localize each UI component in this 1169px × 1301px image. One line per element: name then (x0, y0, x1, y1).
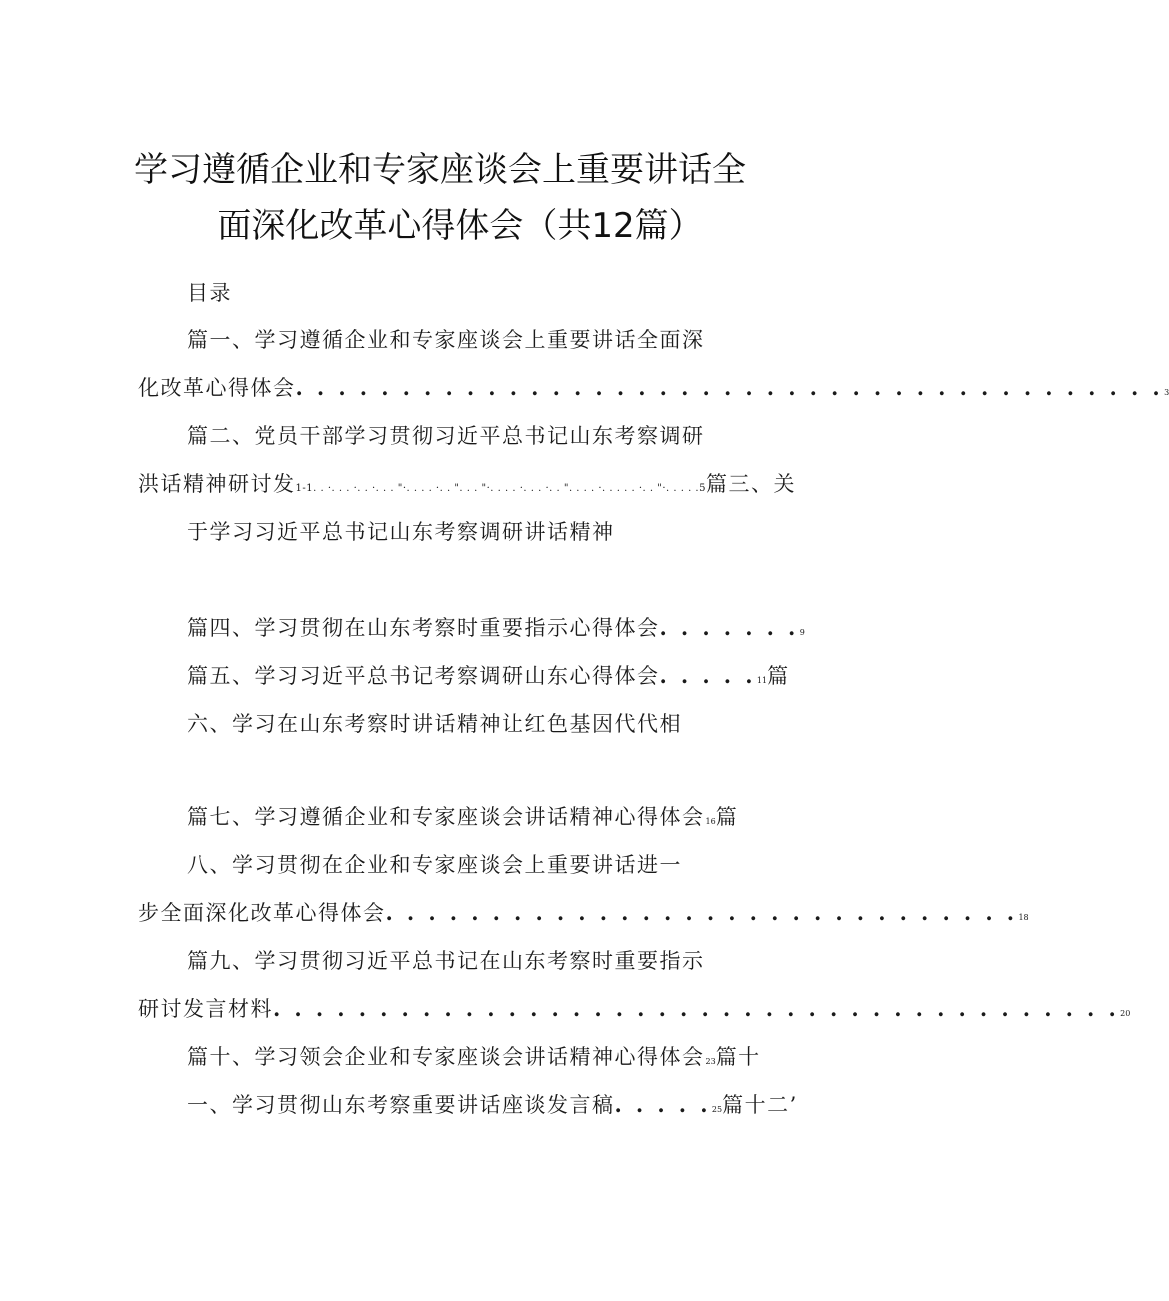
toc-entry-text: 篇九、学习贯彻习近平总书记在山东考察时重要指示 (187, 949, 705, 973)
toc-entry (187, 324, 705, 354)
toc-entry-tail: 篇十二’ (722, 1093, 798, 1117)
toc-entry (187, 945, 705, 975)
toc-entry (138, 993, 1130, 1023)
toc-leader-dots: . . . . . . . . . . . . . . . . . . . . . . . . . . . . . . . . . . . . . . . . . (295, 375, 1164, 400)
document-title-line-2: 面深化改革心得体会（共12篇） (217, 206, 703, 246)
toc-page-number: 25 (711, 1105, 723, 1114)
toc-entry-text: 篇五、学习习近平总书记考察调研山东心得体会 (187, 664, 660, 688)
toc-page-number: 16 (705, 817, 716, 826)
toc-entry (138, 372, 1169, 402)
toc-page-number: 20 (1120, 1009, 1131, 1018)
toc-entry-text: 篇二、党员干部学习贯彻习近平总书记山东考察调研 (187, 424, 705, 448)
toc-entry-tail: 篇 (715, 805, 739, 829)
toc-entry (138, 897, 1029, 927)
toc-entry-text: 研讨发言材料 (138, 997, 273, 1021)
toc-entry (187, 1041, 761, 1071)
toc-entry (187, 801, 738, 831)
toc-page-number: 23 (705, 1057, 716, 1066)
toc-entry-text: 篇十、学习领会企业和专家座谈会讲话精神心得体会 (187, 1045, 705, 1069)
toc-page-number: 18 (1018, 913, 1029, 922)
toc-entry (187, 516, 615, 546)
toc-leader-dots: . . . . . (659, 663, 756, 688)
toc-entry-tail: 篇 (767, 664, 790, 688)
toc-page-number: 11 (756, 676, 768, 685)
toc-entry-text: 篇七、学习遵循企业和专家座谈会讲话精神心得体会 (187, 805, 705, 829)
toc-entry-tail: 篇三、关 (705, 472, 796, 496)
toc-page-number: 3 (1164, 388, 1169, 397)
toc-entry-text: 篇一、学习遵循企业和专家座谈会上重要讲话全面深 (187, 328, 705, 352)
toc-entry (187, 1089, 798, 1119)
toc-entry (187, 612, 805, 642)
toc-leader-dots: . . . . . . . . . . . . . . . . . . . . . . . . . . . . . . . . . . . . . . . . (273, 996, 1120, 1021)
toc-entry-text: 步全面深化改革心得体会 (138, 901, 386, 925)
toc-entry (187, 849, 682, 879)
toc-entry-text: 洪话精神研讨发 (138, 472, 296, 496)
toc-entry-text: 六、学习在山东考察时讲话精神让红色基因代代相 (187, 712, 682, 736)
toc-entry-text: 篇四、学习贯彻在山东考察时重要指示心得体会 (187, 616, 660, 640)
document-title-line-1: 学习遵循企业和专家座谈会上重要讲话全 (134, 150, 746, 190)
toc-heading: 目录 (187, 281, 232, 305)
toc-entry-text: 八、学习贯彻在企业和专家座谈会上重要讲话进一 (187, 853, 682, 877)
toc-entry (187, 660, 790, 690)
toc-entry-text: 于学习习近平总书记山东考察调研讲话精神 (187, 520, 615, 544)
toc-entry-text: 一、学习贯彻山东考察重要讲话座谈发言稿 (187, 1093, 615, 1117)
toc-entry (187, 708, 682, 738)
toc-entry (138, 468, 796, 498)
toc-entry-tail: 篇十 (715, 1045, 761, 1069)
toc-entry (187, 420, 705, 450)
toc-leader-dots: . . . . . . . (659, 615, 799, 640)
toc-page-number: 9 (799, 628, 805, 637)
toc-garbled-leader: 1-1. . ·. . . ·. . ·. . . "·. . . . ·. . ". . . "·. . . . ·. . . ·. . ". . . . ·. . . . . ·. . "·. . . . .5 (295, 483, 706, 494)
toc-leader-dots: . . . . . (614, 1092, 711, 1117)
toc-leader-dots: . . . . . . . . . . . . . . . . . . . . . . . . . . . . . . (385, 900, 1018, 925)
toc-entry-text: 化改革心得体会 (138, 376, 296, 400)
